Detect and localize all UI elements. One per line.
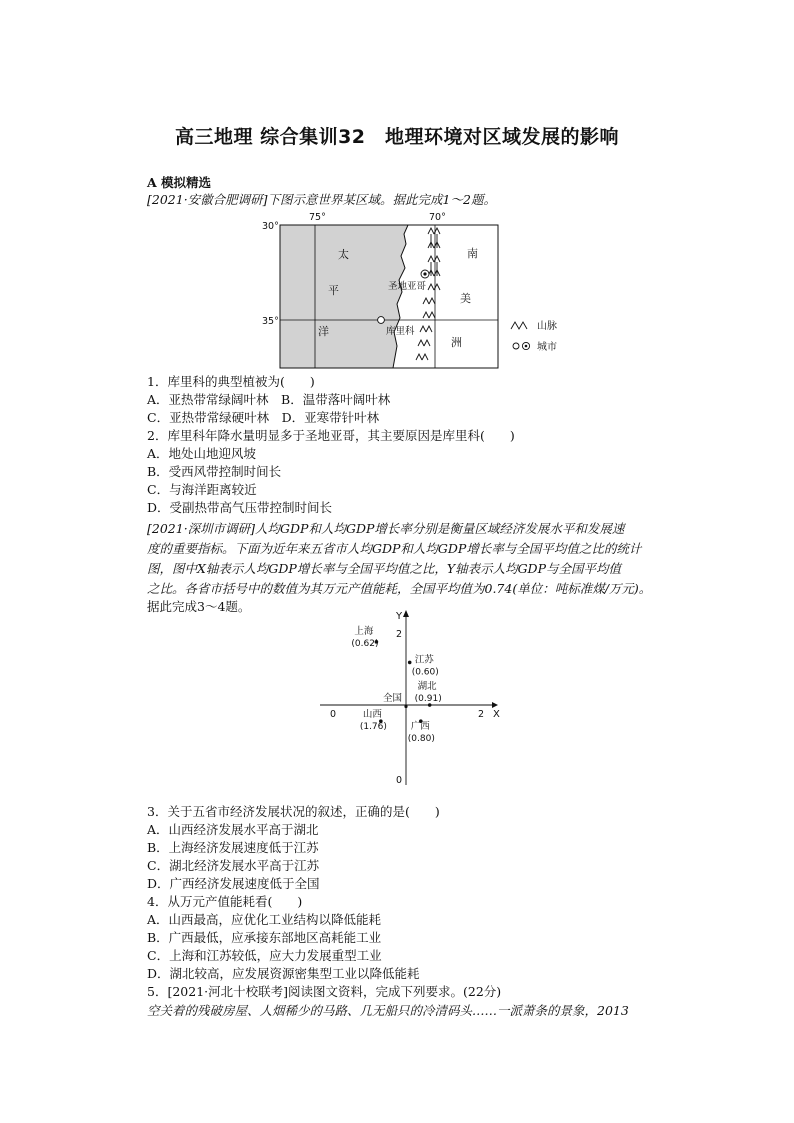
q1-options-ab: A．亚热带常绿阔叶林 B．温带落叶阔叶林: [147, 392, 391, 407]
point-energy-3: (1.76): [359, 722, 387, 733]
point-1: [408, 661, 412, 665]
point-label-4: 广西: [410, 721, 430, 733]
q3-option-c: C．湖北经济发展水平高于江苏: [147, 858, 320, 873]
andes-mountain-symbols: [416, 228, 440, 360]
x-tick-0: 0: [330, 709, 337, 720]
q3-option-a: A．山西经济发展水平高于湖北: [147, 822, 319, 837]
lon-label-70: 70°: [429, 212, 446, 223]
q3-stem: 3．关于五省市经济发展状况的叙述，正确的是( ): [147, 804, 440, 819]
ocean-char-2: 平: [328, 284, 339, 297]
y-tick-0: 0: [396, 775, 403, 786]
x-axis-label: X: [493, 709, 500, 720]
q2-option-a: A．地处山地迎风坡: [147, 446, 257, 461]
point-label-2: 湖北: [417, 681, 437, 693]
q4-option-b: B．广西最低，应承接东部地区高耗能工业: [147, 930, 382, 945]
page-title: 高三地理 综合集训32 地理环境对区域发展的影响: [174, 126, 620, 148]
legend-city-marker: [513, 343, 519, 349]
curico-marker: [378, 317, 385, 324]
q1-stem: 1．库里科的典型植被为( ): [147, 374, 315, 389]
center-label: 全国: [383, 693, 403, 704]
q2-option-b: B．受西风带控制时间长: [147, 464, 282, 479]
q5-text: 空关着的残破房屋、人烟稀少的马路、几无船只的冷清码头……一派萧条的景象，2013: [147, 1003, 629, 1018]
y-axis-label: Y: [396, 611, 403, 622]
intro2-line4: 之比。各省市括号中的数值为其万元产值能耗，全国平均值为0.74(单位：吨标准煤/万元)。: [147, 581, 652, 596]
y-axis-arrow: [403, 610, 409, 617]
section-heading: A 模拟精选: [147, 175, 212, 190]
legend-mountain: [511, 322, 527, 329]
intro2-line1: [2021·深圳市调研]人均GDP和人均GDP增长率分别是衡量区域经济发展水平和发展速: [147, 521, 625, 536]
pacific-ocean-area: [280, 225, 408, 368]
land-char-2: 美: [460, 292, 471, 305]
q4-option-a: A．山西最高，应优化工业结构以降低能耗: [147, 912, 382, 927]
region-map: [255, 208, 585, 370]
lon-label-75: 75°: [309, 212, 326, 223]
intro-map-question: [2021·安徽合肥调研]下图示意世界某区域。据此完成1～2题。: [147, 192, 496, 207]
point-energy-1: (0.60): [411, 667, 439, 678]
point-energy-0: (0.62): [351, 638, 379, 649]
legend-city-label: 城市: [537, 342, 557, 353]
q5-stem: 5．[2021·河北十校联考]阅读图文资料，完成下列要求。(22分): [147, 984, 502, 999]
x-axis-arrow: [492, 702, 498, 708]
q4-option-d: D．湖北较高，应发展资源密集型工业以降低能耗: [147, 966, 420, 981]
lat-label-35: 35°: [262, 316, 279, 327]
intro2-line2: 度的重要指标。下面为近年来五省市人均GDP和人均GDP增长率与全国平均值之比的统计: [147, 541, 642, 556]
ocean-char-1: 太: [338, 248, 349, 261]
lat-label-30: 30°: [262, 221, 279, 232]
intro2-line5: 据此完成3～4题。: [147, 599, 251, 614]
point-energy-2: (0.91): [414, 694, 442, 705]
land-char-3: 洲: [451, 336, 462, 349]
q2-option-c: C．与海洋距离较近: [147, 482, 257, 497]
x-tick-2: 2: [478, 709, 485, 720]
land-char-1: 南: [467, 247, 478, 260]
q3-option-b: B．上海经济发展速度低于江苏: [147, 840, 319, 855]
curico-label: 库里科: [386, 326, 415, 337]
ocean-char-3: 洋: [318, 325, 329, 338]
gdp-ratio-chart: [310, 605, 510, 795]
point-label-1: 江苏: [414, 654, 434, 666]
q2-stem: 2．库里科年降水量明显多于圣地亚哥，其主要原因是库里科( ): [147, 428, 515, 443]
center-point: [404, 705, 407, 708]
q2-option-d: D．受副热带高气压带控制时间长: [147, 500, 333, 515]
y-tick-2: 2: [396, 629, 403, 640]
q4-option-c: C．上海和江苏较低，应大力发展重型工业: [147, 948, 382, 963]
santiago-label: 圣地亚哥: [388, 281, 427, 292]
legend-mountain-label: 山脉: [537, 321, 557, 332]
point-label-3: 山西: [362, 709, 382, 721]
point-energy-4: (0.80): [407, 734, 435, 745]
q3-option-d: D．广西经济发展速度低于全国: [147, 876, 320, 891]
intro2-line3: 图，图中X轴表示人均GDP增长率与全国平均值之比，Y轴表示人均GDP与全国平均值: [147, 561, 621, 576]
point-label-0: 上海: [354, 625, 374, 637]
q1-options-cd: C．亚热带常绿硬叶林 D．亚寒带针叶林: [147, 410, 380, 425]
q4-stem: 4．从万元产值能耗看( ): [147, 894, 303, 909]
